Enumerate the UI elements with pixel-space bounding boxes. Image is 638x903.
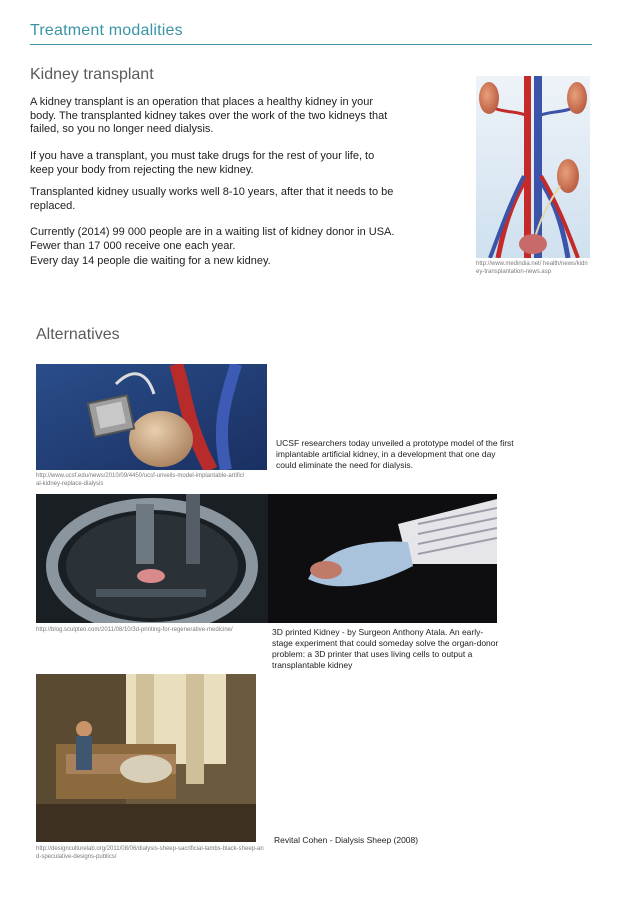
paragraph-waiting-list: Currently (2014) 99 000 people are in a waiting list of kidney donor in USA. Fewer than 17 000 receive one each year. <box>30 226 395 252</box>
header-divider <box>30 44 592 45</box>
printed-kidney-hand-photo <box>268 494 497 623</box>
section-title-alternatives: Alternatives <box>36 326 120 343</box>
artificial-kidney-photo <box>36 364 267 470</box>
kidney-anatomy-illustration <box>476 76 590 258</box>
paragraph-daily-deaths: Every day 14 people die waiting for a new kidney. <box>30 255 271 267</box>
image-source-medindia: http://www.medindia.net/ health/news/kidney-transplantation-news.asp <box>476 261 588 275</box>
section-title-kidney-transplant: Kidney transplant <box>30 66 154 83</box>
caption-dialysis-sheep: Revital Cohen - Dialysis Sheep (2008) <box>274 835 419 845</box>
paragraph-transplant-definition: A kidney transplant is an operation that places a healthy kidney in your body. The transplanted kidney takes over the work of the two kidneys that failed, so you no longer need dialysis. <box>30 96 388 135</box>
paragraph-transplant-duration: Transplanted kidney usually works well 8-10 years, after that it needs to be replaced. <box>30 186 394 212</box>
page-header-title: Treatment modalities <box>30 22 183 39</box>
dialysis-sheep-photo <box>36 674 256 842</box>
caption-artificial-kidney: UCSF researchers today unveiled a prototype model of the first implantable artificial kidney, in a development that one day could eliminate the need for dialysis. <box>276 438 514 470</box>
caption-3d-printed-kidney: 3D printed Kidney - by Surgeon Anthony Atala. An early-stage experiment that could someday solve the organ-donor problem: a 3D printer that uses living cells to output a transplantable kidney <box>272 627 499 670</box>
paragraph-transplant-drugs: If you have a transplant, you must take drugs for the rest of your life, to keep your body from rejecting the new kidney. <box>30 150 375 176</box>
image-source-sculpteo: http://blog.sculpteo.com/2011/08/10/3d-printing-for-regenerative-medicine/ <box>36 627 233 633</box>
3d-printer-photo <box>36 494 268 623</box>
image-source-designculturelab: http://designculturelab.org/2011/08/06/dialysis-sheep-sacrificial-lambs-black-sheep-and-speculative-designs-publics/ <box>36 846 264 860</box>
image-source-ucsf: http://www.ucsf.edu/news/2010/09/4450/ucsf-unveils-model-implantable-artificial-kidney-replace-dialysis <box>36 473 245 487</box>
